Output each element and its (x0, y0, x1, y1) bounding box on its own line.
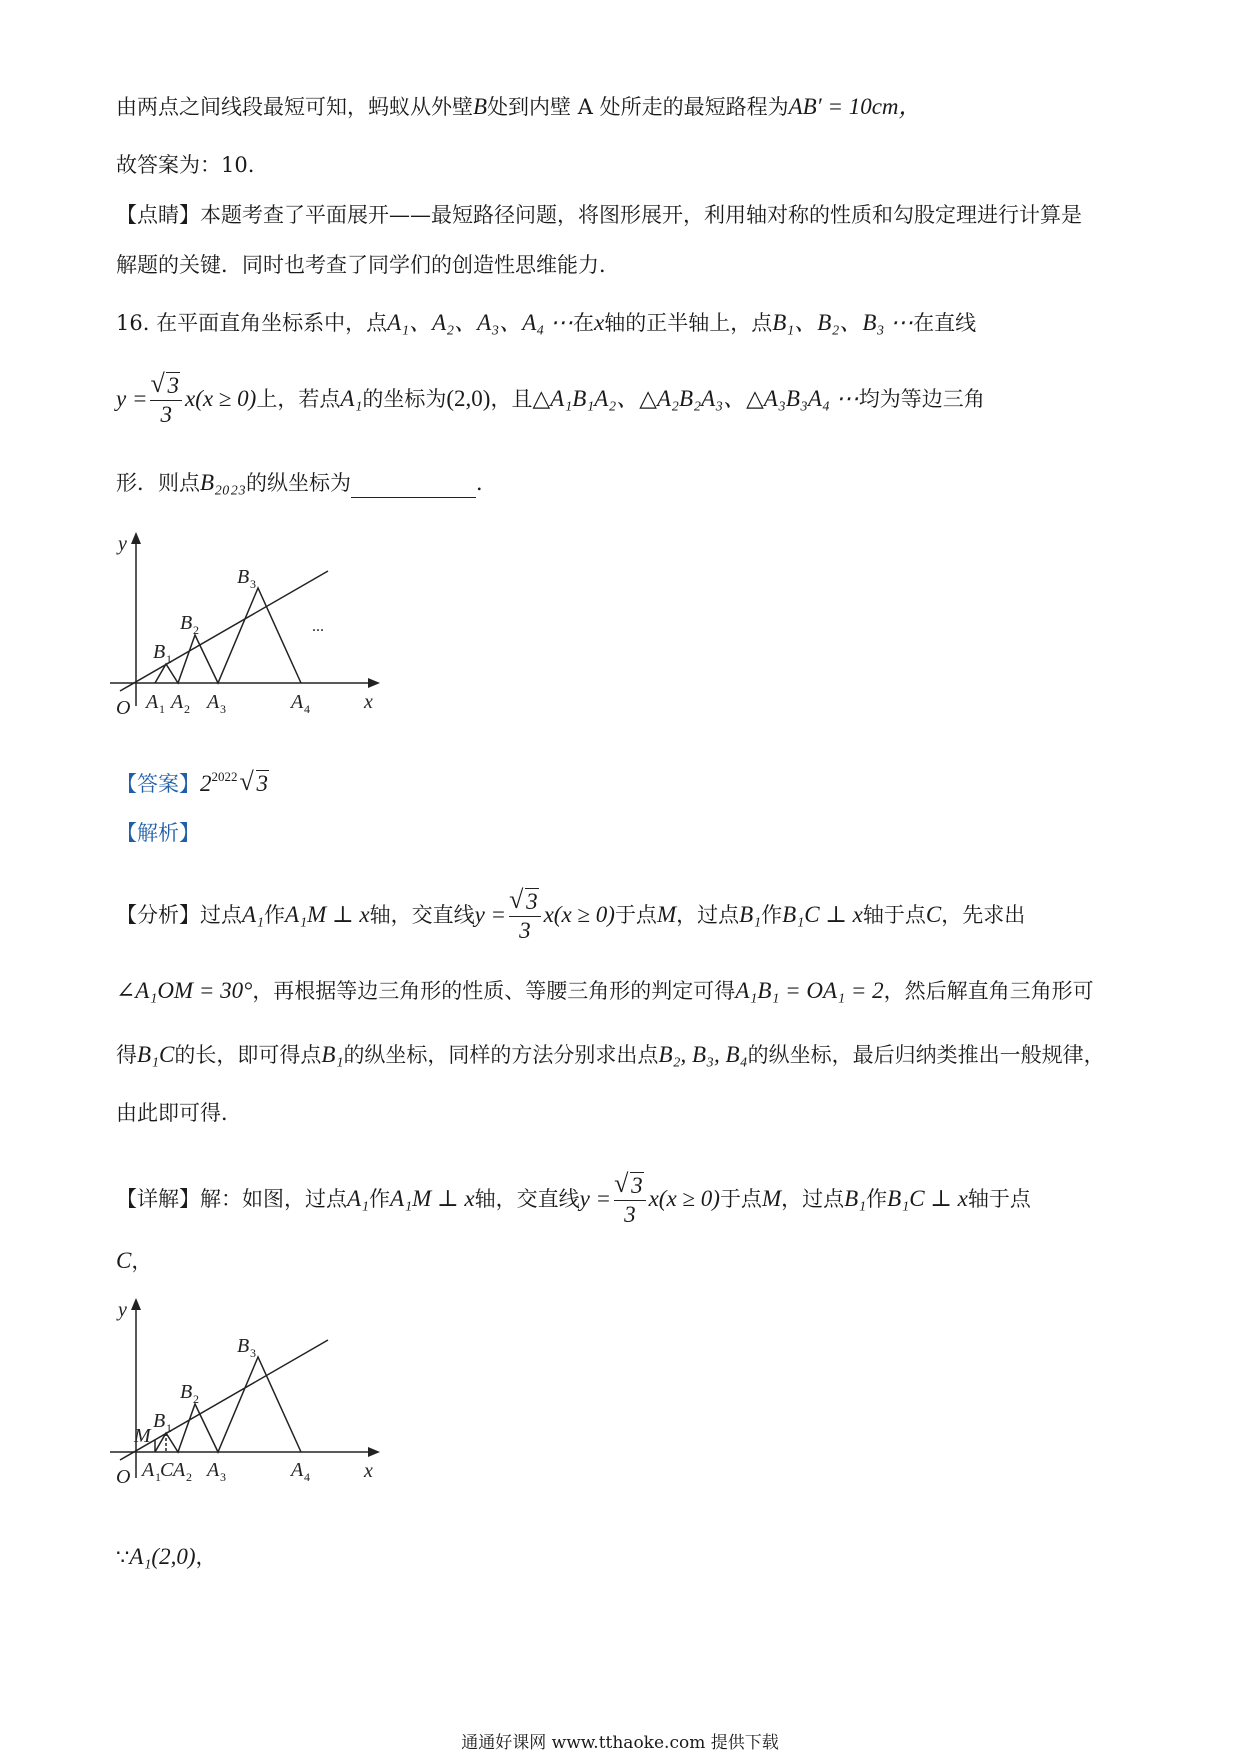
text: 16. 在平面直角坐标系中，点 (116, 311, 388, 335)
math-b2023: B₂₀₂₃ (200, 470, 247, 495)
text: 形．则点 (116, 471, 200, 495)
math: B₁C (137, 1042, 175, 1067)
text: ，过点 (781, 1187, 845, 1211)
math: A₁ (242, 902, 265, 927)
label-b1: B (153, 641, 166, 663)
text: 作 (369, 1187, 391, 1211)
label-b3: B (237, 1335, 250, 1357)
text: 轴，交直线 (369, 903, 475, 927)
label-y: y (118, 533, 127, 555)
question-16-line-2 (116, 372, 985, 429)
sub: 1 (155, 1470, 161, 1484)
equilateral-triangles (155, 588, 301, 683)
fenxi-line-1 (116, 888, 1025, 945)
text: ，且 (490, 387, 533, 411)
footer: 通通好课网 www.tthaoke.com 提供下载 (461, 1733, 779, 1753)
text: 均为等边三角 (858, 387, 985, 411)
figure-2-diagram (100, 1292, 390, 1497)
math-b: B (473, 94, 488, 119)
text: ，先求出 (941, 903, 1026, 927)
label-a2: A (173, 1459, 186, 1481)
answer-sqrt: 3 (256, 771, 268, 796)
text: 由两点之间线段最短可知，蚂蚁从外壁 (116, 95, 473, 119)
math: B₁C ⊥ x (782, 902, 863, 927)
math: B₁ (844, 1186, 867, 1211)
math: A₁M ⊥ x (285, 902, 370, 927)
equilateral-triangles (155, 1357, 301, 1452)
answer-base: 2 (200, 771, 212, 796)
text: 的纵坐标，最后归纳类推出一般规律， (747, 1043, 1105, 1067)
math-domain: x(x ≥ 0) (184, 386, 257, 411)
label-a1: A (142, 1459, 155, 1481)
sqrt-value: 3 (631, 1173, 643, 1198)
because-line (116, 1542, 217, 1572)
label-c: C (160, 1459, 174, 1481)
text: 在直线 (913, 311, 977, 335)
text-line-3: 【点睛】本题考查了平面展开——最短路径问题，将图形展开，利用轴对称的性质和勾股定理进行计算是 (116, 203, 1082, 227)
text: 的纵坐标，同样的方法分别求出点 (343, 1043, 659, 1067)
math: B₁ (739, 902, 762, 927)
text: 的纵坐标为 (246, 471, 352, 495)
math: M (761, 1186, 782, 1211)
math-b-list: B₁、B₂、B₃ ⋯ (772, 310, 914, 335)
text: 上，若点 (256, 387, 341, 411)
math-coord: (2,0) (446, 386, 491, 411)
sub: 3 (220, 1470, 226, 1484)
text: ． (476, 471, 498, 495)
sub: 3 (250, 1346, 256, 1360)
sub: 2 (193, 623, 199, 637)
label-a2: A (171, 691, 184, 713)
math-formula: AB′ = 10cm， (788, 94, 922, 119)
sub: 2 (186, 1470, 192, 1484)
text: 的长，即可得点 (174, 1043, 322, 1067)
analysis-label: 【解析】 (116, 821, 200, 845)
math: M (656, 902, 677, 927)
math: C (925, 902, 942, 927)
label-b2: B (180, 612, 193, 634)
math: y = (474, 902, 507, 927)
sub: 4 (304, 702, 310, 716)
math: A₁ (347, 1186, 370, 1211)
label-b2: B (180, 1381, 193, 1403)
sub: 2 (184, 702, 190, 716)
answer-blank (351, 475, 476, 498)
text: 轴，交直线 (474, 1187, 580, 1211)
label-b3: B (237, 566, 250, 588)
label-a4: A (291, 691, 304, 713)
question-16-line-3 (116, 468, 497, 498)
math: B₁ (321, 1042, 344, 1067)
x-axis-arrow (368, 678, 380, 688)
label-x: x (364, 1460, 373, 1482)
math-a1: A₁ (340, 386, 363, 411)
math: B₂, B₃, B₄ (658, 1042, 748, 1067)
text: 的坐标为 (362, 387, 447, 411)
label-o: O (116, 1466, 131, 1488)
math: A₁M ⊥ x (390, 1186, 475, 1211)
text: ， (195, 1545, 217, 1569)
math: y = (579, 1186, 612, 1211)
text: 于点 (614, 903, 657, 927)
label-y: y (118, 1299, 127, 1321)
text: 轴于点 (967, 1187, 1031, 1211)
text: ， (131, 1249, 153, 1273)
label-x: x (364, 691, 373, 713)
text: ，过点 (676, 903, 740, 927)
sub: 4 (304, 1470, 310, 1484)
math-triangles: △A₁B₁A₂、△A₂B₂A₃、△A₃B₃A₄ ⋯ (532, 386, 859, 411)
text: 解：如图，过点 (200, 1187, 347, 1211)
math-angle: ∠A₁OM = 30° (116, 978, 253, 1003)
text: 作 (761, 903, 783, 927)
math-a-list: A₁、A₂、A₃、A₄ ⋯ (387, 310, 574, 335)
answer-exponent: 2022 (211, 769, 238, 784)
sub: 2 (193, 1392, 199, 1406)
text: 在 (573, 311, 595, 335)
text: 作 (866, 1187, 888, 1211)
fraction (509, 888, 541, 945)
label-a4: A (291, 1459, 304, 1481)
text-line-1 (116, 92, 922, 122)
label-b1: B (153, 1410, 166, 1432)
text: 作 (264, 903, 286, 927)
xiangjie-line-1 (116, 1172, 1031, 1229)
question-16-line-1 (116, 308, 976, 338)
y-axis-arrow (131, 532, 141, 544)
sqrt-value: 3 (167, 373, 179, 398)
math: C (116, 1248, 132, 1273)
text: ，再根据等边三角形的性质、等腰三角形的判定可得 (252, 979, 736, 1003)
sqrt-value: 3 (526, 889, 538, 914)
text: ，然后解直角三角形可 (883, 979, 1094, 1003)
math: B₁C ⊥ x (887, 1186, 968, 1211)
math: x(x ≥ 0) (543, 902, 615, 927)
math-eq: A₁B₁ = OA₁ = 2 (735, 978, 884, 1003)
math-y-eq: y = (116, 386, 148, 411)
label-m: M (134, 1425, 151, 1447)
x-axis-arrow (368, 1447, 380, 1457)
ellipsis: ... (312, 618, 324, 635)
fenxi-line-3 (116, 1040, 1105, 1070)
text: 轴的正半轴上，点 (604, 311, 773, 335)
text-line-4: 解题的关键．同时也考查了同学们的创造性思维能力． (116, 253, 620, 277)
label-a1: A (146, 691, 159, 713)
denominator: 3 (519, 918, 531, 943)
xiangjie-label: 【详解】 (116, 1187, 200, 1211)
xiangjie-line-2 (116, 1246, 152, 1276)
sub: 3 (250, 577, 256, 591)
text: 过点 (200, 903, 242, 927)
math-x: x (594, 310, 605, 335)
text: 得 (116, 1043, 137, 1067)
label-a3: A (207, 1459, 220, 1481)
denominator: 3 (624, 1202, 636, 1227)
answer-line (116, 762, 269, 799)
text: 处到内壁 A 处所走的最短路程为 (487, 95, 789, 119)
denominator: 3 (160, 402, 172, 427)
figure-1-diagram (100, 528, 390, 733)
sub: 1 (159, 702, 165, 716)
text: 轴于点 (862, 903, 926, 927)
text-line-2: 故答案为：10. (116, 153, 255, 177)
fraction (150, 372, 182, 429)
sub: 1 (166, 1421, 172, 1435)
math: x(x ≥ 0) (648, 1186, 720, 1211)
answer-label: 【答案】 (116, 772, 200, 796)
fraction (614, 1172, 646, 1229)
label-o: O (116, 697, 131, 719)
label-a3: A (207, 691, 220, 713)
fenxi-label: 【分析】 (116, 903, 200, 927)
fenxi-line-4: 由此即可得． (116, 1101, 242, 1125)
because-symbol: ∵ (116, 1545, 130, 1569)
y-axis-arrow (131, 1298, 141, 1310)
text: 于点 (719, 1187, 762, 1211)
math-a1-coord: A₁(2,0) (129, 1544, 196, 1569)
sub: 3 (220, 702, 226, 716)
fenxi-line-2 (116, 976, 1094, 1006)
sub: 1 (166, 652, 172, 666)
